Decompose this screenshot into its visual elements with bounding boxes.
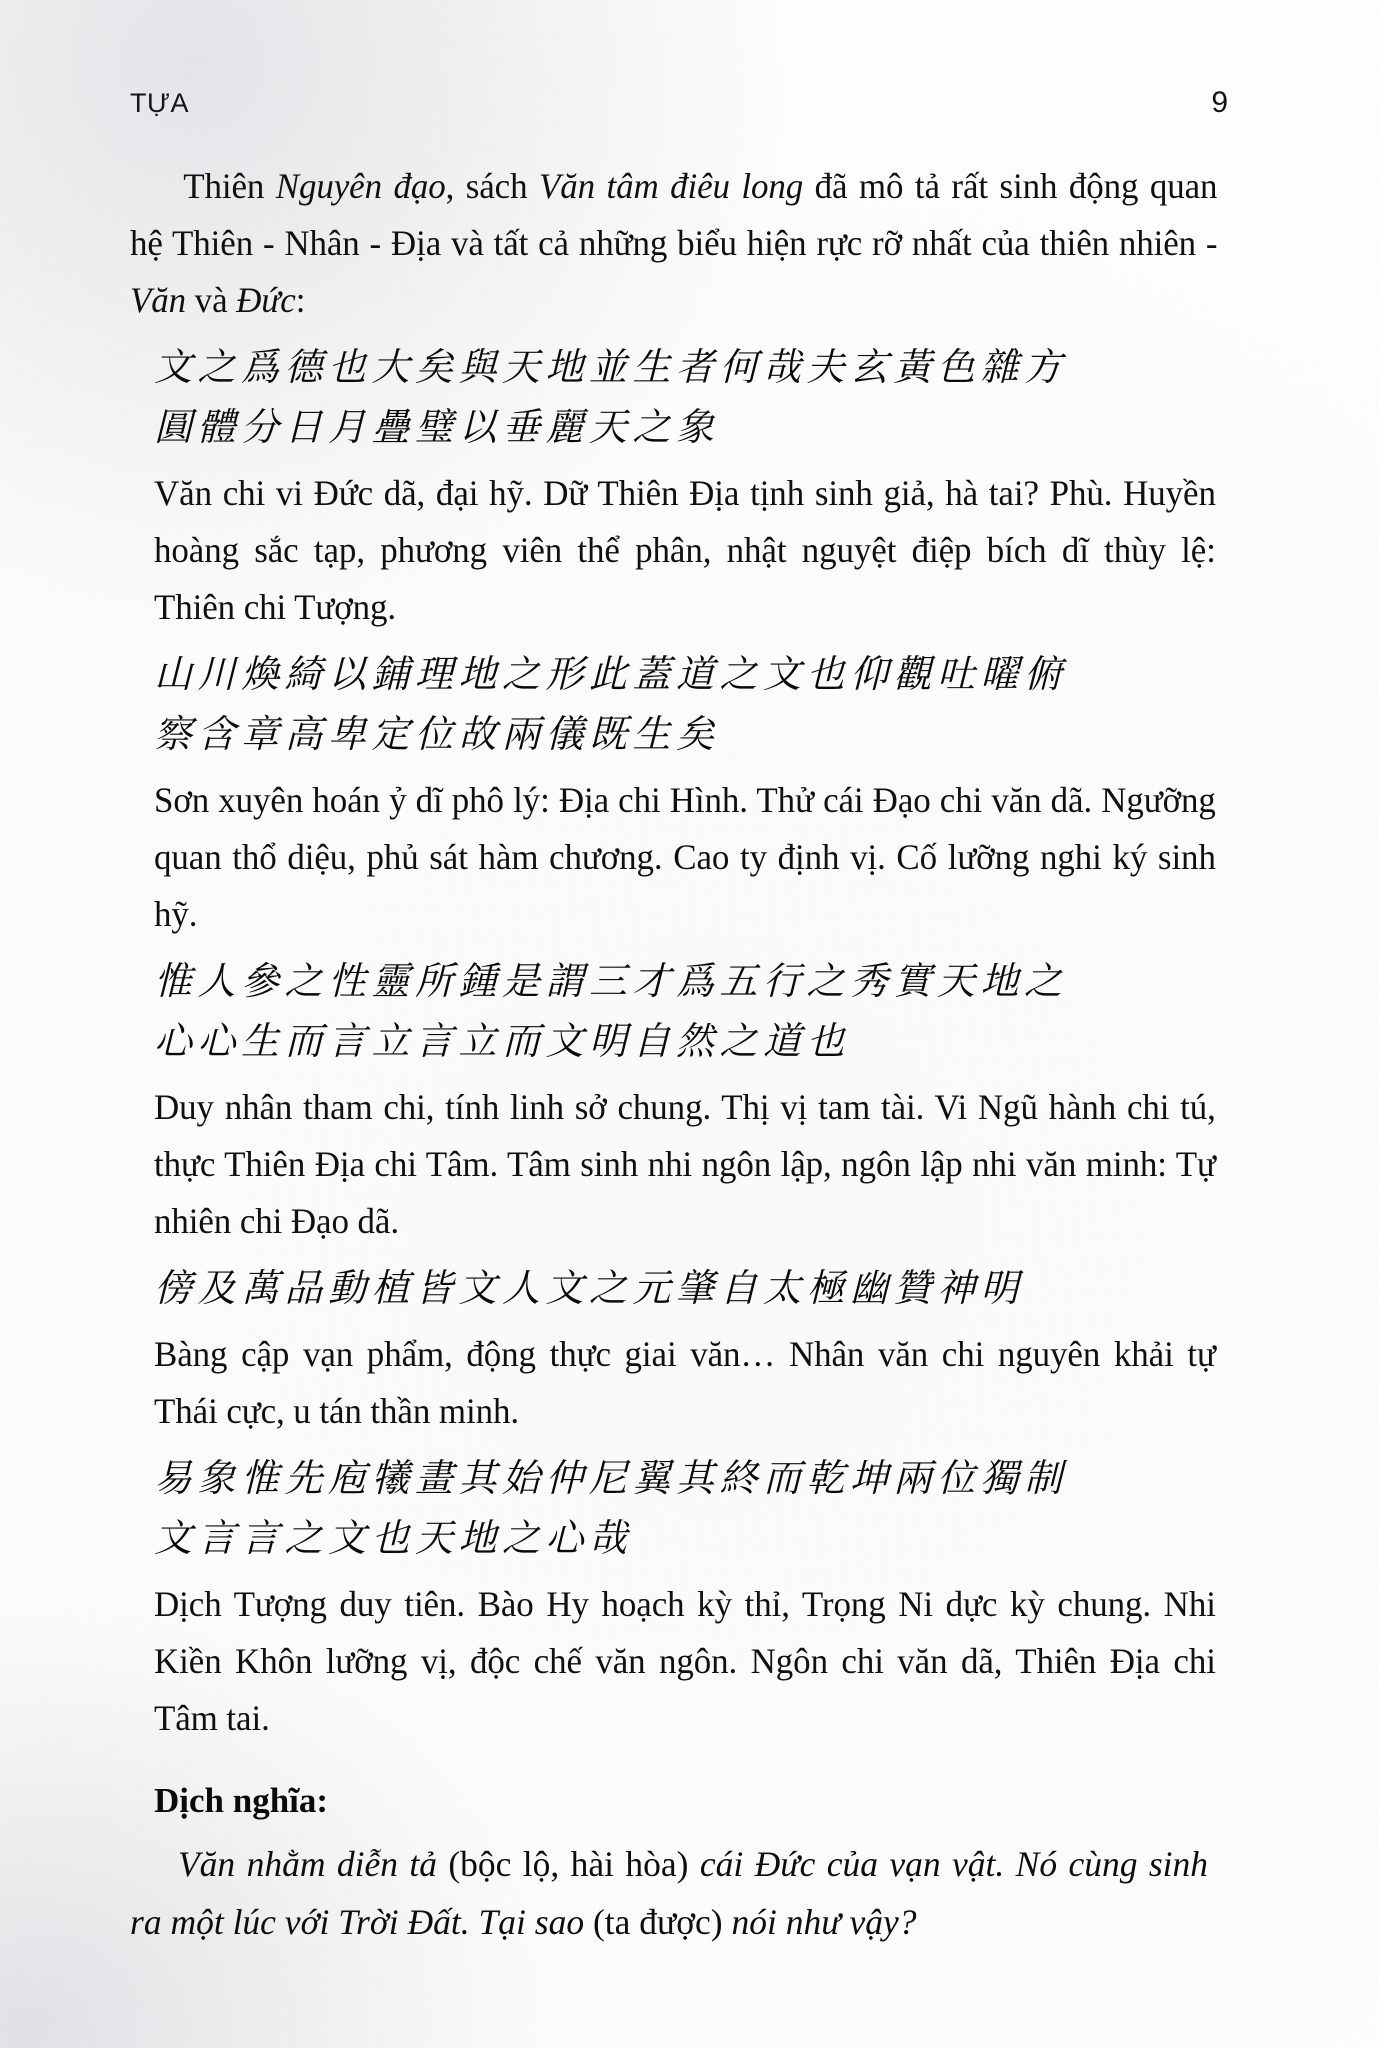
- intro-text-before-title: Thiên: [183, 166, 276, 206]
- han-line: 易象惟先庖犧畫其始仲尼翼其終而乾坤兩位獨制: [154, 1456, 1068, 1500]
- han-line: 惟人參之性靈所鍾是謂三才爲五行之秀實天地之: [154, 959, 1068, 1003]
- han-line: 文之爲德也大矣與天地並生者何哉夫玄黃色雜方: [154, 345, 1068, 389]
- running-head-title: TỰA: [130, 88, 190, 118]
- han-line: 傍及萬品動植皆文人文之元肇自太極幽贊神明: [154, 1266, 1025, 1310]
- translation-part-2: cái Đức của vạn vật. Nó cùng sinh ra một lúc với Trời Đất. Tại sao: [130, 1844, 1209, 1942]
- han-line: 文言言之文也天地之心哉: [154, 1516, 633, 1560]
- han-passage-3: [154, 951, 1234, 1071]
- intro-paragraph: [130, 158, 1217, 329]
- page-number: 9: [1211, 86, 1228, 119]
- work-title-nguyen-dao: Nguyên đạo: [275, 166, 446, 206]
- intro-colon: :: [295, 280, 306, 320]
- transliteration-5: Dịch Tượng duy tiên. Bào Hy hoạch kỳ thỉ, Trọng Ni dực kỳ chung. Nhi Kiền Khôn lưỡng vị, độc chế văn ngôn. Ngôn chi văn dã, Thiên Địa chi Tâm tai.: [154, 1584, 1216, 1738]
- han-passage-5: [154, 1448, 1234, 1568]
- han-line: 山川煥綺以鋪理地之形此蓋道之文也仰觀吐曜俯: [154, 652, 1068, 696]
- translation-paragraph: [130, 1835, 1208, 1951]
- transliteration-4: Bàng cập vạn phẩm, động thực giai văn… Nhân văn chi nguyên khải tự Thái cực, u tán thần minh.: [154, 1334, 1216, 1431]
- intro-conjunction: và: [186, 280, 237, 320]
- han-line: 察含章高卑定位故兩儀既生矣: [154, 712, 720, 756]
- transliteration-1: Văn chi vi Đức dã, đại hỹ. Dữ Thiên Địa tịnh sinh giả, hà tai? Phù. Huyền hoàng sắc tạp, phương viên thể phân, nhật nguyệt điệp bích dĩ thùy lệ: Thiên chi Tượng.: [154, 473, 1216, 627]
- translation-part-1: Văn nhằm diễn tả: [178, 1844, 449, 1884]
- intro-text-after-title: đã mô tả rất sinh động quan hệ Thiên - Nhân - Địa và tất cả những biểu hiện rực rỡ nhất của thiên nhiên -: [130, 166, 1218, 263]
- han-passage-1: [154, 337, 1234, 457]
- translation-heading: Dịch nghĩa:: [154, 1781, 329, 1820]
- running-head: [130, 86, 1234, 132]
- translation-part-3: nói như vậy?: [722, 1902, 917, 1942]
- han-passage-4: [154, 1258, 1234, 1318]
- han-passage-2: [154, 644, 1234, 764]
- transliteration-3: Duy nhân tham chi, tính linh sở chung. Thị vị tam tài. Vi Ngũ hành chi tú, thực Thiên Địa chi Tâm. Tâm sinh nhi ngôn lập, ngôn lập nhi văn minh: Tự nhiên chi Đạo dã.: [154, 1087, 1216, 1241]
- han-line: 圓體分日月疊璧以垂麗天之象: [154, 405, 720, 449]
- translation-parenthetical-2: (ta được): [592, 1902, 723, 1942]
- work-title-van-tam-dieu-long: Văn tâm điêu long: [538, 166, 804, 206]
- term-duc: Đức: [236, 280, 296, 320]
- text-column: [130, 86, 1234, 1951]
- term-van: Văn: [130, 280, 187, 320]
- transliteration-2: Sơn xuyên hoán ỷ dĩ phô lý: Địa chi Hình. Thử cái Đạo chi văn dã. Ngưỡng quan thổ diệu, phủ sát hàm chương. Cao ty định vị. Cố lưỡng nghi ký sinh hỹ.: [154, 780, 1216, 934]
- intro-text-between: , sách: [445, 166, 539, 206]
- han-line: 心心生而言立言立而文明自然之道也: [154, 1019, 851, 1063]
- translation-parenthetical-1: (bộc lộ, hài hòa): [448, 1844, 689, 1884]
